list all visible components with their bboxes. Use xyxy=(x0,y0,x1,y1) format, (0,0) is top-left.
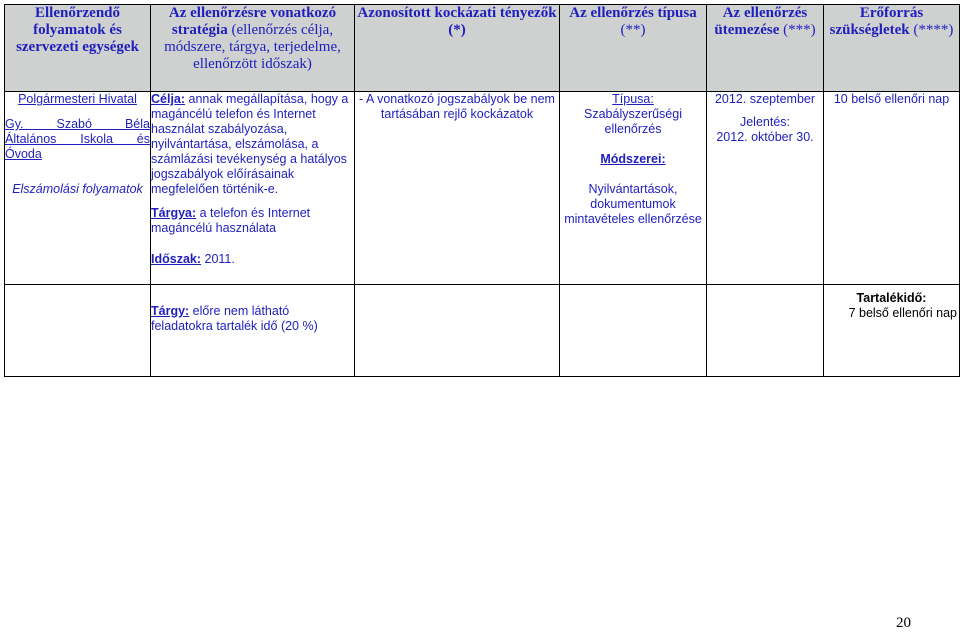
header-schedule: Az ellenőrzés ütemezése (***) xyxy=(707,5,824,92)
schedule-start: 2012. szeptember xyxy=(714,92,816,106)
table-row xyxy=(5,285,960,377)
goal-text: Célja: annak megállapítása, hogy a magáncélú telefon és Internet használat szabályozása, nyilvántartása, elszámolása, a számlázási tevékenység a hatályos jogszabályok előírásainak megfelelően történik-e. xyxy=(151,92,349,196)
empty-cell xyxy=(5,285,151,377)
header-type: Az ellenőrzés típusa (**) xyxy=(560,5,707,92)
units-cell xyxy=(5,92,151,285)
process-label: Elszámolási folyamatok xyxy=(12,182,143,196)
type-cell xyxy=(560,92,707,285)
empty-cell xyxy=(707,285,824,377)
reserve-subject-cell: Tárgy: előre nem látható feladatokra tartalék idő (20 %) xyxy=(151,285,355,377)
table-row xyxy=(5,92,960,285)
subject-text: Tárgya: a telefon és Internet magáncélú használata xyxy=(151,206,311,235)
risk-cell: - A vonatkozó jogszabályok be nem tartásában rejlő kockázatok xyxy=(355,92,560,285)
reserve-label: Tartalékidő: xyxy=(856,291,927,305)
header-risks: Azonosított kockázati tényezők (*) xyxy=(355,5,560,92)
type-text: Szabályszerűségi ellenőrzés xyxy=(584,107,682,136)
period-text: Időszak: 2011. xyxy=(151,252,235,266)
header-units: Ellenőrzendő folyamatok és szervezeti egységek xyxy=(5,5,151,92)
report-label: Jelentés: xyxy=(739,115,791,129)
schedule-cell xyxy=(707,92,824,285)
page-number: 20 xyxy=(896,615,911,631)
header-resources: Erőforrás szükségletek (****) xyxy=(824,5,960,92)
unit-mayor-office: Polgármesteri Hivatal xyxy=(18,92,137,106)
type-label: Típusa: xyxy=(612,92,654,106)
header-row xyxy=(5,5,960,92)
empty-cell xyxy=(355,285,560,377)
header-strategy: Az ellenőrzésre vonatkozó stratégia (ellenőrzés célja, módszere, tárgya, terjedelme, ellenőrzött időszak) xyxy=(151,5,355,92)
resources-cell: 10 belső ellenőri nap xyxy=(824,92,960,285)
unit-school: Gy. Szabó Béla Általános Iskola és Óvoda xyxy=(5,117,150,161)
method-text: Nyilvántartások, dokumentumok mintavételes ellenőrzése xyxy=(564,182,702,226)
method-label: Módszerei: xyxy=(600,152,666,166)
audit-plan-table xyxy=(4,4,960,377)
reserve-time-cell xyxy=(824,285,960,377)
strategy-cell xyxy=(151,92,355,285)
empty-cell xyxy=(560,285,707,377)
report-date: 2012. október 30. xyxy=(716,130,814,144)
reserve-text: 7 belső ellenőri nap xyxy=(848,306,957,320)
